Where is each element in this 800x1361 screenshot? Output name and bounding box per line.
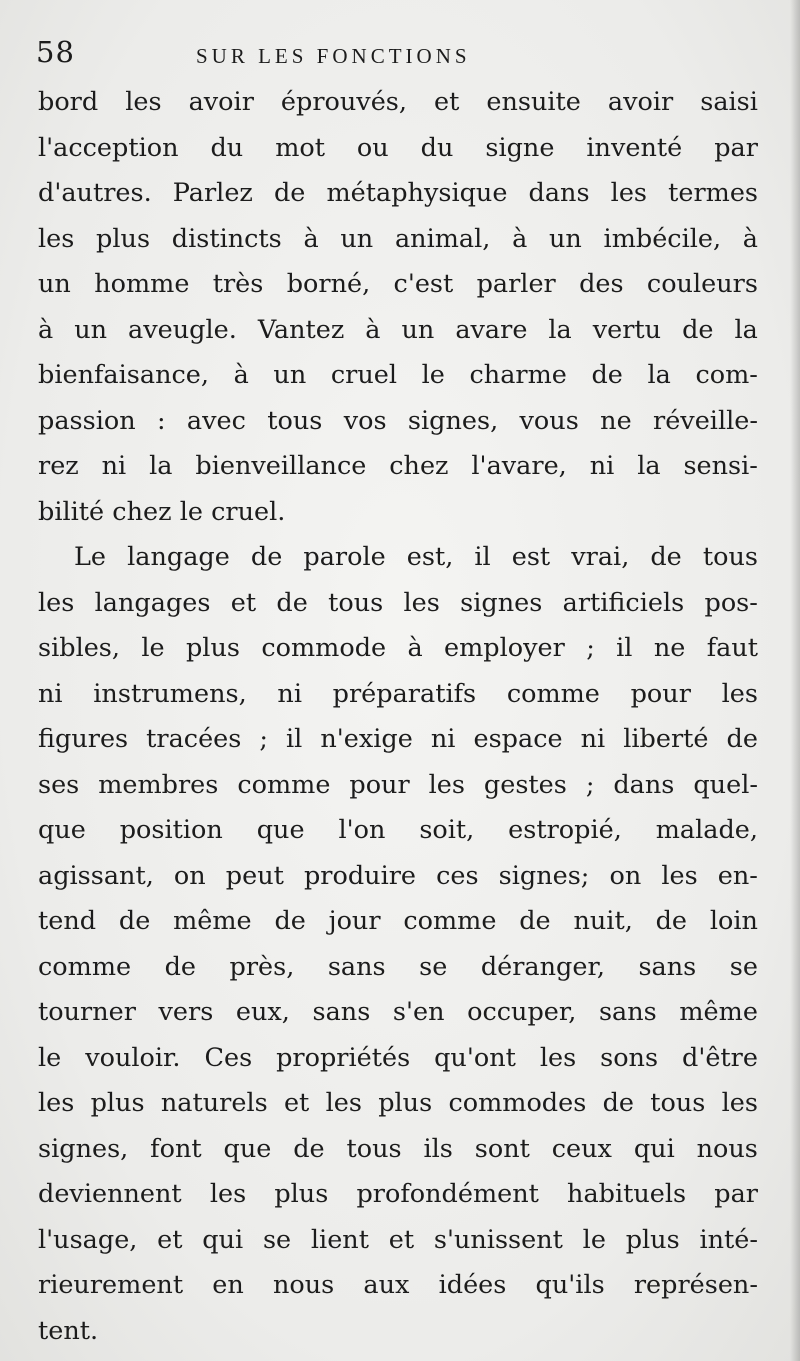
text-line: le vouloir. Ces propriétés qu'ont les sons d'être [38,1042,758,1073]
text-line: que position que l'on soit, estropié, malade, [38,815,758,845]
page-number: 58 [36,35,75,69]
text-line: deviennent les plus profondément habituels par [38,1179,758,1209]
text-line: bilité chez le cruel. [38,496,286,527]
text-line: tent. [38,1315,99,1346]
text-line: sibles, le plus commode à employer ; il ne faut [38,633,758,663]
text-line: passion : avec tous vos signes, vous ne réveille- [38,405,758,436]
text-line: agissant, on peut produire ces signes; on les en- [38,860,758,891]
text-line: les langages et de tous les signes artificiels pos- [38,587,758,618]
text-line: bord les avoir éprouvés, et ensuite avoir saisi [38,87,758,117]
text-line: figures tracées ; il n'exige ni espace ni liberté de [38,724,758,754]
text-line: tend de même de jour comme de nuit, de loin [38,906,758,936]
text-line: d'autres. Parlez de métaphysique dans les termes [38,178,758,208]
text-line: l'acception du mot ou du signe inventé par [38,132,758,163]
text-line: l'usage, et qui se lient et s'unissent le plus inté- [38,1224,758,1255]
text-line: comme de près, sans se déranger, sans se [38,951,758,982]
text-line: ni instrumens, ni préparatifs comme pour les [38,678,758,709]
text-line: les plus naturels et les plus commodes de tous les [38,1088,758,1118]
text-line: ses membres comme pour les gestes ; dans quel- [38,769,758,800]
text-line: tourner vers eux, sans s'en occuper, sans même [38,997,758,1027]
text-line: signes, font que de tous ils sont ceux qui nous [38,1133,758,1164]
paragraph [38,535,758,1354]
body-text [38,80,758,1354]
text-line: Le langage de parole est, il est vrai, de tous [74,542,758,572]
text-line: à un aveugle. Vantez à un avare la vertu de la [38,314,758,345]
text-line: les plus distincts à un animal, à un imbécile, à [38,223,758,254]
running-head: SUR LES FONCTIONS [196,44,471,68]
page-header [36,33,758,73]
paragraph [38,80,758,535]
text-line: un homme très borné, c'est parler des couleurs [38,269,758,299]
text-line: rez ni la bienveillance chez l'avare, ni la sensi- [38,451,758,481]
text-line: bienfaisance, à un cruel le charme de la com- [38,360,758,390]
text-line: rieurement en nous aux idées qu'ils représen- [38,1270,758,1300]
